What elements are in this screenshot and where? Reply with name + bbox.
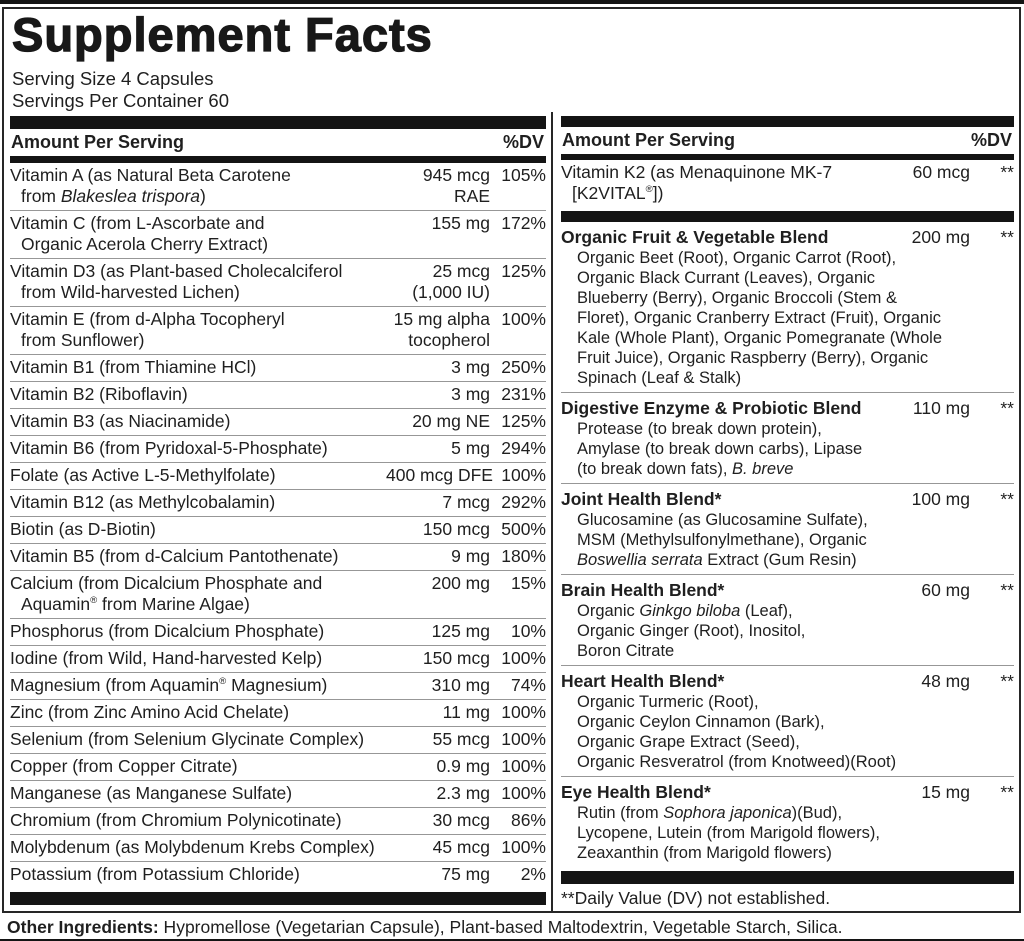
blend-ingredient-line: Organic Resveratrol (from Knotweed)(Root)	[577, 753, 897, 771]
nutrient-name: Folate (as Active L-5-Methylfolate)	[10, 465, 276, 485]
right-mid-bar	[561, 211, 1014, 222]
nutrient-name: Vitamin K2 (as Menaquinone MK-7 [K2VITAL®])	[561, 161, 833, 203]
blend-ingredient-line: Organic Black Currant (Leaves), Organic	[577, 269, 876, 287]
nutrient-dv: 500%	[501, 519, 546, 539]
blend-ingredient-line: Fruit Juice), Organic Raspberry (Berry), Organic	[577, 349, 929, 367]
nutrient-dv: 86%	[510, 810, 546, 830]
right-column	[551, 112, 1019, 911]
amount-line: 75 mg	[441, 864, 490, 884]
blend-ingredient-line: Spinach (Leaf & Stalk)	[577, 369, 742, 387]
nutrient-dv: 74%	[510, 675, 546, 695]
blend-amount: 200 mg	[911, 227, 970, 247]
blend-amount: 60 mg	[921, 580, 970, 600]
left-column	[4, 112, 551, 911]
nutrient-row	[561, 160, 1014, 207]
nutrient-row	[10, 645, 546, 672]
nutrient-amount	[386, 309, 490, 351]
nutrient-name: Vitamin A (as Natural Beta Carotene from Blakeslea trispora)	[10, 165, 291, 206]
blend-ingredient-line: (to break down fats), B. breve	[577, 460, 794, 478]
amount-line: 150 mcg	[422, 648, 490, 668]
blend-ingredient-line: Organic Beet (Root), Organic Carrot (Root),	[577, 249, 897, 267]
nutrient-amount	[386, 411, 490, 432]
nutrient-amount	[386, 864, 490, 885]
amount-line: 11 mg	[442, 702, 490, 722]
nutrient-row	[10, 354, 546, 381]
blend-section	[561, 665, 1014, 776]
nutrient-amount	[386, 648, 490, 669]
blend-header	[561, 781, 1014, 803]
blend-sections	[561, 222, 1014, 867]
blend-title: Digestive Enzyme & Probiotic Blend	[561, 398, 862, 418]
left-nutrient-rows	[10, 163, 546, 888]
nutrient-amount	[386, 465, 493, 486]
footnote-bar	[561, 871, 1014, 884]
amount-per-serving-header: Amount Per Serving	[11, 132, 185, 152]
nutrient-name: Calcium (from Dicalcium Phosphate and Aquamin® from Marine Algae)	[10, 573, 323, 614]
nutrient-row	[10, 258, 546, 306]
nutrient-name: Potassium (from Potassium Chloride)	[10, 864, 300, 884]
nutrient-amount	[386, 783, 490, 804]
amount-line: 125 mg	[431, 621, 490, 641]
blend-ingredient-line: Kale (Whole Plant), Organic Pomegranate (Whole	[577, 329, 942, 347]
right-top-bar	[561, 116, 1014, 127]
blend-ingredient-line: Boron Citrate	[577, 642, 675, 660]
servings-per-container-text: Servings Per Container 60	[12, 90, 229, 111]
dv-footnote: **Daily Value (DV) not established.	[561, 888, 831, 908]
amount-line: 55 mcg	[432, 729, 490, 749]
nutrient-row	[10, 780, 546, 807]
blend-ingredients	[561, 803, 1014, 863]
blend-title: Joint Health Blend*	[561, 489, 722, 509]
blend-section	[561, 776, 1014, 867]
left-header-bar	[10, 156, 546, 163]
blend-ingredient-line: Protease (to break down protein),	[577, 420, 822, 438]
nutrient-name: Manganese (as Manganese Sulfate)	[10, 783, 293, 803]
nutrient-amount	[386, 213, 490, 255]
amount-line: 20 mg NE	[412, 411, 490, 431]
nutrient-row	[10, 699, 546, 726]
nutrient-name: Vitamin B1 (from Thiamine HCl)	[10, 357, 257, 377]
amount-line: 150 mcg	[422, 519, 490, 539]
blend-ingredient-line: Organic Turmeric (Root),	[577, 693, 759, 711]
blend-amount: 100 mg	[911, 489, 970, 509]
nutrient-name: Magnesium (from Aquamin® Magnesium)	[10, 675, 328, 695]
blend-ingredients	[561, 248, 1014, 388]
nutrient-name: Molybdenum (as Molybdenum Krebs Complex)	[10, 837, 375, 857]
nutrient-row	[10, 834, 546, 861]
nutrient-dv: 100%	[501, 756, 546, 776]
nutrient-dv: 100%	[501, 729, 546, 749]
nutrient-amount	[386, 261, 490, 303]
nutrient-name: Biotin (as D-Biotin)	[10, 519, 156, 539]
nutrient-name: Iodine (from Wild, Hand-harvested Kelp)	[10, 648, 323, 668]
nutrient-row	[10, 753, 546, 780]
blend-ingredient-line: Blueberry (Berry), Organic Broccoli (Stem &	[577, 289, 898, 307]
nutrient-dv: 10%	[510, 621, 546, 641]
blend-title: Brain Health Blend*	[561, 580, 725, 600]
nutrient-name: Vitamin B3 (as Niacinamide)	[10, 411, 231, 431]
nutrient-name: Vitamin D3 (as Plant-based Cholecalciferol from Wild-harvested Lichen)	[10, 261, 343, 302]
amount-line: 45 mcg	[432, 837, 490, 857]
amount-line: 3 mg	[451, 384, 490, 404]
nutrient-row	[10, 306, 546, 354]
amount-line: (1,000 IU)	[412, 282, 490, 302]
blend-ingredients	[561, 510, 1014, 570]
nutrient-amount	[386, 573, 490, 615]
blend-dv: **	[1000, 580, 1014, 600]
left-top-bar	[10, 116, 546, 129]
nutrient-name: Selenium (from Selenium Glycinate Complex)	[10, 729, 365, 749]
nutrient-amount	[386, 702, 490, 723]
nutrient-amount	[386, 438, 490, 459]
blend-section	[561, 222, 1014, 392]
nutrient-row	[10, 163, 546, 210]
blend-ingredients	[561, 692, 1014, 772]
blend-header	[561, 670, 1014, 692]
amount-per-serving-header: Amount Per Serving	[562, 130, 736, 151]
nutrient-dv: 100%	[501, 648, 546, 668]
right-nutrient-rows	[561, 160, 1014, 207]
blend-amount: 110 mg	[912, 398, 970, 418]
nutrient-dv: 105%	[501, 165, 546, 185]
footnote-block	[561, 867, 1014, 911]
nutrient-row	[10, 543, 546, 570]
nutrient-name: Vitamin B12 (as Methylcobalamin)	[10, 492, 276, 512]
amount-line: 15 mg alpha	[393, 309, 490, 329]
blend-dv: **	[1000, 671, 1014, 691]
amount-line: 155 mg	[431, 213, 490, 233]
blend-ingredient-line: Rutin (from Sophora japonica)(Bud),	[577, 804, 843, 822]
blend-ingredient-line: Amylase (to break down carbs), Lipase	[577, 440, 863, 458]
nutrient-dv: 100%	[501, 783, 546, 803]
blend-title: Eye Health Blend*	[561, 782, 711, 802]
nutrient-dv: 125%	[501, 411, 546, 431]
nutrient-dv: 100%	[501, 837, 546, 857]
nutrient-dv: 125%	[501, 261, 546, 281]
nutrient-row	[10, 570, 546, 618]
nutrient-name: Vitamin C (from L-Ascorbate and Organic Acerola Cherry Extract)	[10, 213, 269, 254]
blend-ingredient-line: Zeaxanthin (from Marigold flowers)	[577, 844, 832, 862]
blend-ingredient-line: Organic Ginger (Root), Inositol,	[577, 622, 806, 640]
amount-line: 25 mcg	[432, 261, 490, 281]
nutrient-amount	[386, 165, 490, 207]
blend-dv: **	[1000, 227, 1014, 247]
amount-line: tocopherol	[408, 330, 490, 350]
nutrient-dv: 2%	[520, 864, 546, 884]
amount-line: 3 mg	[451, 357, 490, 377]
blend-ingredient-line: Organic Ceylon Cinnamon (Bark),	[577, 713, 825, 731]
nutrient-dv: 180%	[501, 546, 546, 566]
nutrient-row	[10, 726, 546, 753]
amount-line: 945 mcg	[422, 165, 490, 185]
nutrient-dv: 172%	[501, 213, 546, 233]
nutrient-dv: 15%	[510, 573, 546, 593]
nutrient-row	[10, 381, 546, 408]
nutrient-row	[10, 861, 546, 888]
blend-ingredient-line: Glucosamine (as Glucosamine Sulfate),	[577, 511, 868, 529]
blend-ingredients	[561, 419, 1014, 479]
nutrient-dv: **	[1000, 161, 1014, 182]
nutrient-name: Vitamin B6 (from Pyridoxal-5-Phosphate)	[10, 438, 328, 458]
percent-dv-header: %DV	[970, 130, 1012, 151]
left-bottom-bar	[10, 892, 546, 905]
nutrient-row	[10, 435, 546, 462]
amount-line: 30 mcg	[432, 810, 490, 830]
blend-ingredient-line: Floret), Organic Cranberry Extract (Fruit), Organic	[577, 309, 941, 327]
blend-title: Heart Health Blend*	[561, 671, 725, 691]
nutrient-row	[10, 672, 546, 699]
blend-ingredient-line: Boswellia serrata Extract (Gum Resin)	[577, 551, 857, 569]
blend-dv: **	[1000, 398, 1014, 418]
nutrient-name: Phosphorus (from Dicalcium Phosphate)	[10, 621, 325, 641]
amount-line: 60 mcg	[912, 161, 970, 182]
nutrient-row	[10, 618, 546, 645]
blend-ingredient-line: Organic Ginkgo biloba (Leaf),	[577, 602, 793, 620]
blend-section	[561, 483, 1014, 574]
nutrient-dv: 100%	[501, 465, 546, 485]
amount-line: 5 mg	[451, 438, 490, 458]
blend-dv: **	[1000, 782, 1014, 802]
nutrient-amount	[878, 162, 970, 204]
facts-columns	[4, 112, 1019, 911]
blend-section	[561, 392, 1014, 483]
amount-line: 2.3 mg	[436, 783, 490, 803]
nutrient-amount	[386, 837, 490, 858]
blend-dv: **	[1000, 489, 1014, 509]
amount-line: 0.9 mg	[436, 756, 490, 776]
blend-amount: 48 mg	[921, 671, 970, 691]
nutrient-row	[10, 462, 546, 489]
nutrient-row	[10, 489, 546, 516]
nutrient-dv: 292%	[501, 492, 546, 512]
nutrient-amount	[386, 384, 490, 405]
blend-header	[561, 397, 1014, 419]
nutrient-row	[10, 516, 546, 543]
nutrient-amount	[386, 492, 490, 513]
blend-header	[561, 579, 1014, 601]
amount-line: 310 mg	[431, 675, 490, 695]
blend-ingredients	[561, 601, 1014, 661]
left-column-header	[10, 129, 546, 156]
blend-section	[561, 574, 1014, 665]
blend-header	[561, 488, 1014, 510]
nutrient-row	[10, 807, 546, 834]
serving-size-text: Serving Size 4 Capsules	[12, 68, 214, 89]
nutrient-amount	[386, 621, 490, 642]
nutrient-name: Vitamin E (from d-Alpha Tocopheryl from Sunflower)	[10, 309, 285, 350]
other-ingredients-text: Hypromellose (Vegetarian Capsule), Plant-based Maltodextrin, Vegetable Starch, Silica.	[158, 917, 843, 937]
blend-title: Organic Fruit & Vegetable Blend	[561, 227, 829, 247]
label-header	[4, 9, 1019, 112]
page-title: Supplement Facts	[12, 8, 433, 61]
amount-line: 200 mg	[431, 573, 490, 593]
top-edge-strip	[0, 0, 1024, 4]
nutrient-row	[10, 210, 546, 258]
nutrient-name: Copper (from Copper Citrate)	[10, 756, 238, 776]
nutrient-amount	[386, 756, 490, 777]
blend-ingredient-line: MSM (Methylsulfonylmethane), Organic	[577, 531, 867, 549]
nutrient-dv: 100%	[501, 309, 546, 329]
amount-line: 7 mcg	[442, 492, 490, 512]
nutrient-dv: 294%	[501, 438, 546, 458]
amount-line: RAE	[454, 186, 490, 206]
blend-amount: 15 mg	[921, 782, 970, 802]
nutrient-dv: 100%	[501, 702, 546, 722]
nutrient-name: Chromium (from Chromium Polynicotinate)	[10, 810, 342, 830]
label-border-box	[2, 7, 1021, 913]
blend-ingredient-line: Lycopene, Lutein (from Marigold flowers),	[577, 824, 880, 842]
blend-ingredient-line: Organic Grape Extract (Seed),	[577, 733, 800, 751]
nutrient-amount	[386, 729, 490, 750]
nutrient-row	[10, 408, 546, 435]
nutrient-amount	[386, 357, 490, 378]
other-ingredients	[7, 917, 1018, 937]
nutrient-dv: 231%	[501, 384, 546, 404]
nutrient-name: Zinc (from Zinc Amino Acid Chelate)	[10, 702, 290, 722]
nutrient-amount	[386, 675, 490, 696]
percent-dv-header: %DV	[502, 132, 544, 152]
amount-line: 9 mg	[451, 546, 490, 566]
nutrient-amount	[386, 546, 490, 567]
blend-header	[561, 226, 1014, 248]
amount-line: 400 mcg DFE	[386, 465, 493, 485]
nutrient-amount	[386, 519, 490, 540]
nutrient-name: Vitamin B2 (Riboflavin)	[10, 384, 188, 404]
nutrient-name: Vitamin B5 (from d-Calcium Pantothenate)	[10, 546, 339, 566]
nutrient-dv: 250%	[501, 357, 546, 377]
nutrient-amount	[386, 810, 490, 831]
right-column-header	[561, 127, 1014, 154]
other-ingredients-label: Other Ingredients:	[7, 917, 159, 937]
